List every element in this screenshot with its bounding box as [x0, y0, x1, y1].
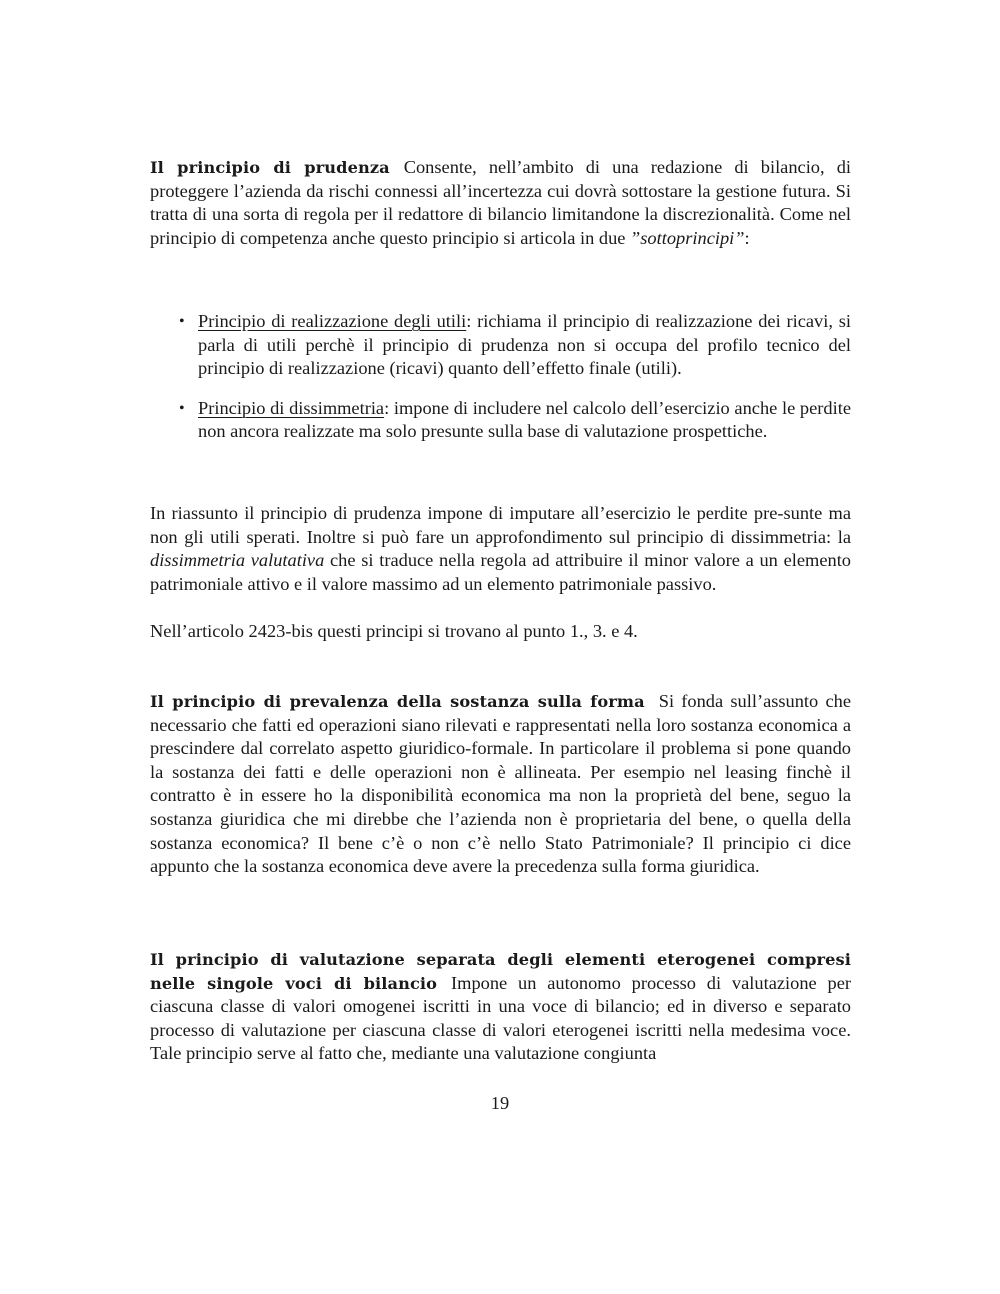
article-note [150, 620, 851, 644]
sottoprincipi-term: ”sottoprincipi” [630, 227, 745, 248]
prevalenza-body: Si fonda sull’assunto che necessario che fatti ed operazioni siano rilevati e rappresentati nella loro sostanza economica a prescindere dal correlato aspetto giuridico-formale. In particolare il problema si pone quando la sostanza dei fatti e delle operazioni non è allineata. Per esempio nel leasing finchè il contratto è in essere ho la disponibilità economica ma non la proprietà del bene, seguo la sostanza giuridica che mi direbbe che l’azienda non è proprietaria del bene, o quella della sostanza economica? Il bene c’è o non c’è nello Stato Patrimoniale? Il principio ci dice appunto che la sostanza economica deve avere la precedenza sulla forma giuridica. [150, 691, 851, 877]
prudenza-colon: : [744, 227, 750, 248]
bullet-icon: • [179, 399, 185, 417]
valutazione-paragraph [150, 948, 851, 1066]
riassunto-text-end: che si traduce nella regola ad attribuire il minor valore a un elemento patrimoniale attivo e il valore massimo ad un elemento patrimoniale passivo. [150, 550, 851, 594]
bullet-term: Principio di realizzazione degli utili [198, 311, 467, 331]
prevalenza-heading: Il principio di prevalenza della sostanza sulla forma [150, 692, 645, 711]
bullet-term: Principio di dissimmetria [198, 397, 385, 418]
article-note-text: Nell’articolo 2423-bis questi principi si trovano al punto 1., 3. e 4. [150, 621, 638, 641]
dissimmetria-term: dissimmetria valutativa [150, 550, 325, 571]
page-number: 19 [490, 1093, 510, 1113]
bullet-text: : impone di includere nel calcolo dell’esercizio anche le perdite non ancora realizzate ma solo presunte sulla base di valutazione prospettiche. [198, 397, 851, 442]
riassunto-paragraph [150, 502, 851, 596]
prudenza-paragraph [150, 156, 851, 250]
prevalenza-paragraph [150, 690, 851, 879]
bullet-text: : richiama il principio di realizzazione dei ricavi, si parla di utili perchè il principio di prudenza non si occupa del profilo tecnico del principio di realizzazione (ricavi) quanto dell’effetto finale (utili). [198, 311, 851, 379]
prudenza-body: Consente, nell’ambito di una redazione di bilancio, di proteggere l’azienda da rischi connessi all’incertezza cui dovrà sottostare la gestione futura. Si tratta di una sorta di regola per il redattore di bilancio limitandone la discrezionalità. Come nel principio di competenza anche questo principio si articola in due [150, 157, 851, 248]
prudenza-heading: Il principio di prudenza [150, 158, 390, 177]
valutazione-heading: Il principio di valutazione separata degli elementi eterogenei compresi nelle singole voci di bilancio [150, 950, 851, 993]
valutazione-body: Impone un autonomo processo di valutazione per ciascuna classe di valori omogenei iscritti in una voce di bilancio; ed in diverso e separato processo di valutazione per ciascuna classe di valori eterogenei iscritti nella medesima voce. Tale principio serve al fatto che, mediante una valutazione congiunta [150, 972, 851, 1064]
list-item [150, 397, 851, 444]
bullet-icon: • [179, 313, 185, 330]
riassunto-text: In riassunto il principio di prudenza impone di imputare all’esercizio le perdite pre-sunte ma non gli utili sperati. Inoltre si può fare un approfondimento sul principio di dissimmetria: la [150, 503, 851, 547]
list-item [150, 310, 851, 381]
sottoprincipi-list [150, 310, 851, 444]
